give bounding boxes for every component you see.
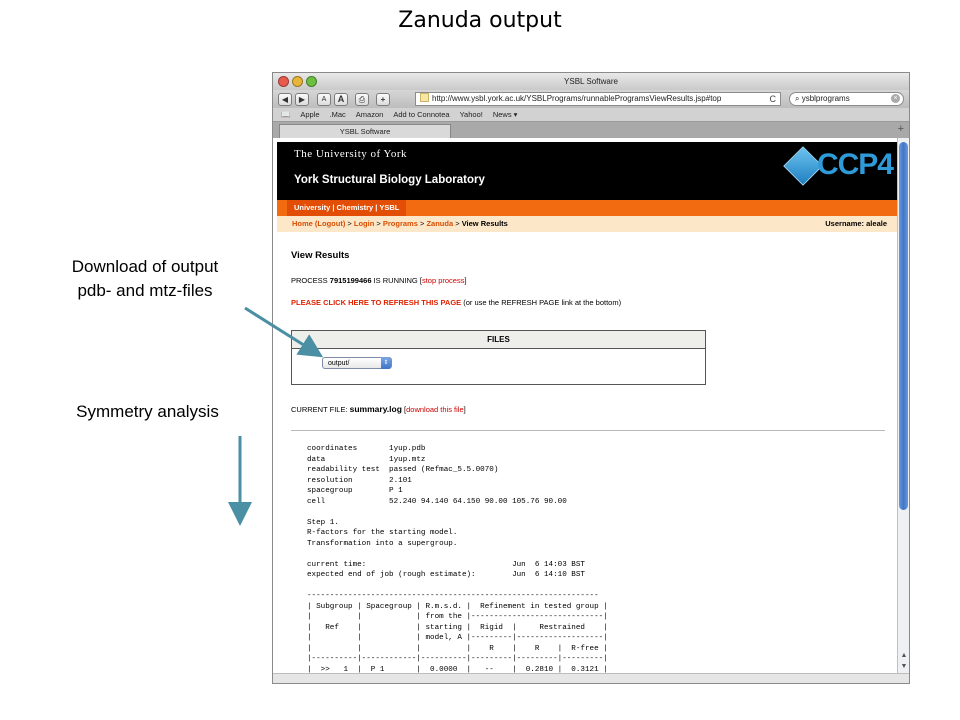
breadcrumb-sep: > — [345, 219, 354, 228]
slide-title: Zanuda output — [398, 8, 562, 33]
log-line: | | | from the |-----------------------------| — [307, 613, 608, 621]
zoom-window-button[interactable] — [306, 76, 317, 87]
minimize-window-button[interactable] — [292, 76, 303, 87]
browser-window — [272, 72, 910, 684]
university-logo[interactable]: The University of York — [294, 148, 408, 160]
breadcrumb-home[interactable]: Home (Logout) — [292, 219, 346, 228]
window-titlebar — [273, 73, 909, 90]
log-line — [307, 581, 608, 592]
breadcrumb-sep: > — [453, 219, 462, 228]
bookmark-yahoo[interactable]: Yahoo! — [459, 110, 483, 119]
text-smaller-button[interactable]: A — [317, 93, 331, 106]
breadcrumb-login[interactable]: Login — [353, 219, 375, 228]
horizontal-scrollbar[interactable] — [273, 673, 909, 683]
log-line — [307, 507, 608, 518]
vertical-scrollbar[interactable] — [897, 138, 909, 673]
text-larger-button[interactable]: A — [334, 93, 348, 106]
scroll-down-icon[interactable]: ▼ — [900, 663, 908, 670]
log-line: data 1yup.mtz — [307, 455, 426, 464]
log-output — [307, 444, 608, 673]
log-line: resolution 2.101 — [307, 476, 412, 485]
bookmark-apple[interactable]: Apple — [300, 110, 320, 119]
annotation-download-line1: Download of output — [71, 257, 219, 276]
forward-button[interactable]: ▶ — [295, 93, 309, 106]
close-window-button[interactable] — [278, 76, 289, 87]
refresh-notice — [291, 298, 621, 307]
select-arrows-icon: ⇕ — [381, 357, 391, 369]
search-icon: ⌕ — [795, 94, 802, 103]
process-status — [291, 276, 467, 285]
breadcrumb — [292, 216, 508, 232]
process-prefix: PROCESS — [291, 276, 328, 285]
log-line: readability test passed (Refmac_5.5.0070) — [307, 466, 499, 474]
site-header — [277, 142, 899, 200]
breadcrumb-current: View Results — [461, 219, 508, 228]
username-value: aleale — [866, 219, 887, 228]
browser-toolbar — [273, 90, 909, 108]
log-line: cell 52.240 94.140 64.150 90.00 105.76 90.00 — [307, 497, 567, 506]
lab-name: York Structural Biology Laboratory — [294, 174, 485, 186]
log-line: expected end of job (rough estimate): Jun 6 14:10 BST — [307, 571, 585, 579]
log-line: spacegroup P 1 — [307, 487, 403, 495]
search-value: ysblprograms — [801, 94, 850, 103]
new-tab-button[interactable]: + — [897, 123, 904, 135]
process-running: IS RUNNING [ — [373, 276, 422, 285]
files-select-value: output/ — [328, 360, 350, 367]
log-line — [307, 549, 608, 560]
bookmark-news[interactable]: News ▾ — [492, 110, 518, 119]
search-field[interactable] — [789, 92, 904, 106]
process-close: ] — [464, 276, 467, 285]
log-line: Transformation into a supergroup. — [307, 539, 458, 548]
breadcrumb-sep: > — [374, 219, 383, 228]
username-label: Username: — [825, 219, 865, 228]
breadcrumb-programs[interactable]: Programs — [382, 219, 418, 228]
download-open: [ — [404, 405, 407, 414]
site-favicon-icon — [420, 93, 429, 102]
back-button[interactable]: ◀ — [278, 93, 292, 106]
site-nav-links[interactable]: University | Chemistry | YSBL — [287, 200, 406, 216]
add-bookmark-button[interactable]: + — [376, 93, 390, 106]
reload-icon[interactable]: C — [769, 94, 776, 104]
download-close: ] — [463, 405, 466, 414]
scroll-up-icon[interactable]: ▲ — [900, 652, 908, 659]
page-content — [273, 138, 899, 673]
window-title: YSBL Software — [564, 77, 618, 86]
process-id: 7915199466 — [329, 276, 372, 285]
tab-bar — [273, 122, 909, 138]
annotation-symmetry: Symmetry analysis — [76, 402, 219, 421]
log-line: coordinates 1yup.pdb — [307, 445, 426, 453]
current-file — [291, 404, 466, 414]
log-line: | | | model, A |---------|-------------------| — [307, 634, 608, 642]
print-icon[interactable]: ⎙ — [355, 93, 369, 106]
site-nav-bar — [277, 200, 899, 216]
breadcrumb-sep: > — [417, 219, 427, 228]
log-line: Step 1. — [307, 518, 339, 527]
page-title: View Results — [291, 250, 350, 261]
log-line: |----------|------------|----------|---------|---------|---------| — [307, 655, 608, 663]
refresh-link[interactable]: PLEASE CLICK HERE TO REFRESH THIS PAGE — [291, 298, 462, 307]
address-bar[interactable] — [415, 92, 781, 106]
current-file-name: summary.log — [349, 404, 402, 414]
clear-search-icon[interactable]: × — [891, 94, 900, 103]
scrollbar-thumb[interactable] — [899, 142, 908, 510]
log-line: ---------------------------------------------------------------- — [307, 592, 599, 600]
current-file-label: CURRENT FILE: — [291, 405, 348, 414]
files-panel — [291, 330, 706, 385]
address-url: http://www.ysbl.york.ac.uk/YSBLPrograms/runnableProgramsViewResults.jsp#top — [432, 94, 722, 103]
breadcrumb-bar — [277, 216, 899, 232]
log-line: current time: Jun 6 14:03 BST — [307, 560, 585, 569]
open-book-icon[interactable]: 📖 — [281, 110, 291, 119]
breadcrumb-zanuda[interactable]: Zanuda — [426, 219, 454, 228]
files-select[interactable] — [322, 357, 392, 369]
download-file-link[interactable]: download this file — [406, 405, 464, 414]
annotation-download — [40, 255, 250, 303]
log-line: | Subgroup | Spacegroup | R.m.s.d. | Refinement in tested group | — [307, 602, 608, 611]
refresh-note: (or use the REFRESH PAGE link at the bottom) — [461, 298, 622, 307]
divider — [291, 430, 885, 431]
window-controls — [278, 76, 317, 87]
log-line: | | | | R | R | R-free | — [307, 644, 608, 653]
ccp4-logo: CCP4 — [816, 148, 893, 181]
files-header: FILES — [292, 331, 705, 349]
log-line: R-factors for the starting model. — [307, 529, 458, 537]
bookmarks-bar — [273, 108, 909, 122]
annotation-download-line2: pdb- and mtz-files — [77, 281, 213, 300]
tab-ysbl-software[interactable]: YSBL Software — [279, 124, 451, 138]
username-display — [825, 216, 887, 232]
stop-process-link[interactable]: stop process — [421, 276, 465, 285]
log-line: | >> 1 | P 1 | 0.0000 | -- | 0.2810 | 0.3121 | — [307, 665, 608, 673]
bookmark-mac[interactable]: .Mac — [329, 110, 346, 119]
bookmark-connotea[interactable]: Add to Connotea — [393, 110, 450, 119]
bookmark-amazon[interactable]: Amazon — [355, 110, 384, 119]
log-line: | Ref | | starting | Rigid | Restrained | — [307, 623, 608, 632]
